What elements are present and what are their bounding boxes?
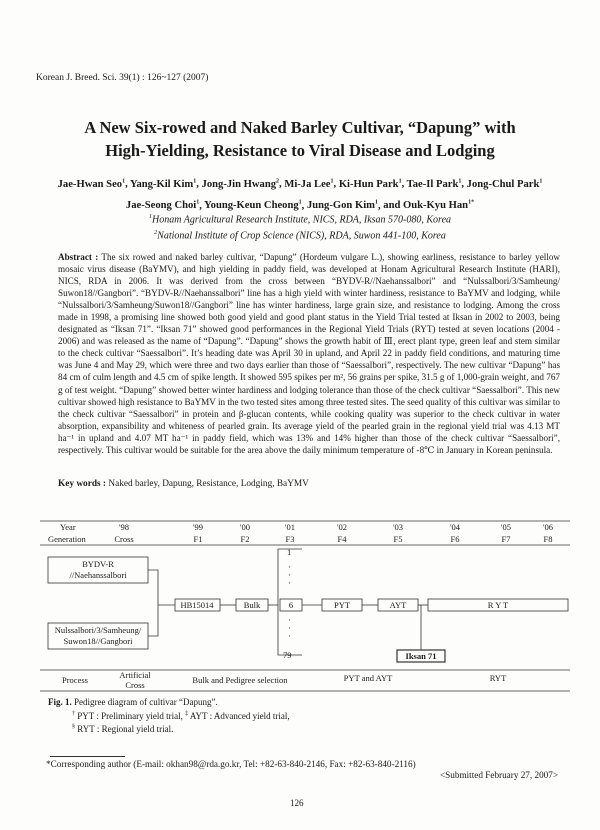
- box-hb15014-label: HB15014: [180, 600, 214, 610]
- year-cell: '03: [392, 522, 404, 532]
- abstract-label: Abstract :: [58, 252, 99, 262]
- line-6: 6: [288, 600, 294, 610]
- pedigree-diagram: [40, 515, 570, 700]
- caption-title: Pedigree diagram of cultivar “Dapung”.: [74, 697, 218, 707]
- parent-2-line1: Nulssalbori/3/Samheung/: [54, 625, 142, 635]
- box-ayt-label: AYT: [389, 600, 407, 610]
- page-number: 126: [290, 798, 304, 808]
- author-name: Jong-Chul Park$^1$: [466, 178, 543, 190]
- year-cell: '02: [336, 522, 348, 532]
- author-name: Ki-Hun Park$^1$: [338, 178, 402, 190]
- author-name: Mi-Ja Lee$^1$: [284, 178, 334, 190]
- year-cell: '01: [284, 522, 296, 532]
- year-cell: '04: [449, 522, 461, 532]
- process-label: Process: [62, 675, 88, 685]
- year-cell: '00: [239, 522, 251, 532]
- process-ryt: RYT: [489, 673, 507, 683]
- abstract: [58, 251, 560, 456]
- author-name: Jong-Jin Hwang$^2$: [201, 178, 280, 190]
- title-line-2: High-Yielding, Resistance to Viral Disease and Lodging: [105, 141, 495, 160]
- svg-text:·: ·: [288, 623, 291, 633]
- generation-cell: F3: [285, 534, 295, 544]
- process-cross-line2: Cross: [125, 680, 145, 690]
- generation-label: Generation: [48, 534, 86, 544]
- year-cell: '99: [192, 522, 204, 532]
- affiliations: [30, 211, 570, 243]
- year-label: Year: [60, 522, 76, 532]
- year-cell: '98: [118, 522, 130, 532]
- generation-cell: Cross: [114, 534, 134, 544]
- parent-1-line2: //Naehanssalbori: [69, 570, 127, 580]
- figure-caption: [48, 697, 290, 736]
- year-cell: '06: [542, 522, 554, 532]
- affiliation-2: $^2$National Institute of Crop Science (NICS), RDA, Suwon 441-100, Korea: [154, 229, 446, 242]
- svg-text:·: ·: [288, 570, 291, 580]
- author-name: Yang-Kil Kim$^1$: [129, 178, 197, 190]
- line-1: 1: [287, 547, 292, 557]
- caption-note-1: † PYT : Preliminary yield trial, ‡ AYT : Advanced yield trial,: [72, 710, 290, 721]
- box-pyt-label: PYT: [333, 600, 351, 610]
- journal-reference: Korean J. Breed. Sci. 39(1) : 126~127 (2007): [36, 73, 209, 83]
- corresponding-author: *Corresponding author (E-mail: okhan98@rda.go.kr, Tel: +82-63-840-2146, Fax: +82-63-840-2116): [46, 759, 416, 769]
- svg-text:·: ·: [288, 562, 291, 572]
- author-name: Jae-Seong Choi$^1$: [125, 199, 200, 212]
- author-name: Jung-Gon Kim$^1$: [306, 199, 378, 212]
- generation-cell: F2: [240, 534, 250, 544]
- authors-line-1: Jae-Hwan Seo$^1$, Yang-Kil Kim$^1$, Jong-Jin Hwang$^2$, Mi-Ja Lee$^1$, Ki-Hun Park$^1$, Tae-Il Park$^1$, Jong-Chul Park$^1$: [57, 178, 543, 190]
- keywords: [58, 479, 309, 489]
- caption-label: Fig. 1.: [48, 697, 72, 707]
- process-pyt-ayt: PYT and AYT: [343, 673, 393, 683]
- generation-cell: F6: [450, 534, 460, 544]
- process-bulk-pedigree: Bulk and Pedigree selection: [192, 675, 288, 685]
- year-cell: '05: [500, 522, 512, 532]
- paper-title: [30, 116, 570, 162]
- svg-text:·: ·: [288, 631, 291, 641]
- generation-row: [114, 534, 552, 544]
- box-bulk-label: Bulk: [243, 600, 261, 610]
- affiliation-1: $^1$Honam Agricultural Research Institute, NICS, RDA, Iksan 570-080, Korea: [148, 214, 452, 226]
- svg-text:·: ·: [288, 578, 291, 588]
- generation-cell: F7: [501, 534, 511, 544]
- keywords-label: Key words :: [58, 479, 107, 489]
- generation-cell: F4: [337, 534, 347, 544]
- footnote-divider: [50, 756, 125, 757]
- svg-text:·: ·: [288, 615, 291, 625]
- author-list: [30, 172, 570, 215]
- parent-2-line2: Suwon18//Gangbori: [63, 636, 133, 646]
- caption-note-2: § RYT : Regional yield trial.: [72, 724, 174, 734]
- process-cross-line1: Artificial: [119, 670, 151, 680]
- author-name: Jae-Hwan Seo$^1$: [57, 178, 126, 190]
- generation-cell: F8: [543, 534, 553, 544]
- year-row: [119, 522, 553, 532]
- submitted-date: <Submitted February 27, 2007>: [440, 770, 559, 780]
- generation-cell: F1: [193, 534, 203, 544]
- line-79: 79: [283, 650, 292, 660]
- keywords-text: Naked barley, Dapung, Resistance, Lodging, BaYMV: [108, 479, 309, 489]
- author-name: and Ouk-Kyu Han$^{1*}$: [383, 199, 475, 212]
- author-name: Tae-Il Park$^1$: [406, 178, 462, 190]
- generation-cell: F5: [393, 534, 403, 544]
- box-ryt-label: R Y T: [487, 600, 509, 610]
- authors-line-2: Jae-Seong Choi$^1$, Young-Keun Cheong$^1$, Jung-Gon Kim$^1$, and Ouk-Kyu Han$^{1*}$: [125, 199, 475, 212]
- box-iksan-71-label: Iksan 71: [405, 651, 437, 661]
- author-name: Young-Keun Cheong$^1$: [204, 199, 302, 212]
- abstract-text: The six rowed and naked barley cultivar, “Dapung” (Hordeum vulgare L.), showing earliness, resistance to barley yellow mosaic virus disease (BaYMV), and high yielding in paddy field, was developed at Honam Agricultural Research Institute (HARI), NICS, RDA in 2006. It was derived from the cross between “BYDV-R//Naehanssalbori” and “Nulssalbori/3/Samheung/ Suwon18//Gangbori”. “BYDV-R//Naehanssalbori” line has a high yield with winter hardiness, resistance to BaYMV and lodging, while “Nulssalbori/3/Samheung/Suwon18//Gangbori” line has winter hardiness, large grain size, and resistance to lodging. Among the cross made in 1998, a promising line showed both good yield and good plant status in the Yield Trial tested at Iksan in 2002 to 2003, being designated as “Iksan 71”. “Iksan 71” showed good performances in the Regional Yield Trials (RYT) tested at seven locations (2004 - 2006) and was released as the name of “Dapung”. “Dapung” shows the growth habit of Ⅲ, erect plant type, green leaf and stem similar to the check cultivar “Saessalbori”. It’s heading date was April 30 in upland, and April 22 in paddy field conditions, and maturing time was June 4 and May 29, which were three and two days earlier than those of “Saessalbori”, respectively. The new cultivar “Dapung” has 84 cm of culm length and 4.5 cm of spike length. It showed 595 spikes per m², 56 grains per spike, 31.5 g of 1,000-grain weight, and 767 g of test weight. “Dapung” showed better winter hardiness and lodging tolerance than those of the check cultivar “Saessalbori”. This new cultivar showed high resistance to BaYMV in the two tested sites among three tested sites. The seed quality of this cultivar was similar to the check cultivar “Saessalbori” in protein and β-glucan contents, while cooking quality was superior to the check cultivar in water absorption, expansibility and whiteness of pearled grain. Its average yield of the pearled grain in the regional yield trial was 4.13 MT ha⁻¹ in upland and 4.07 MT ha⁻¹ in paddy field, which was 13% and 14% higher than those of the check cultivar “Saessalbori”, respectively. This cultivar would be suitable for the area above the daily minimum temperature of -8℃ in January in Korean peninsula.: [58, 252, 560, 455]
- parent-1-line1: BYDV-R: [82, 559, 114, 569]
- title-line-1: A New Six-rowed and Naked Barley Cultivar, “Dapung” with: [84, 118, 516, 137]
